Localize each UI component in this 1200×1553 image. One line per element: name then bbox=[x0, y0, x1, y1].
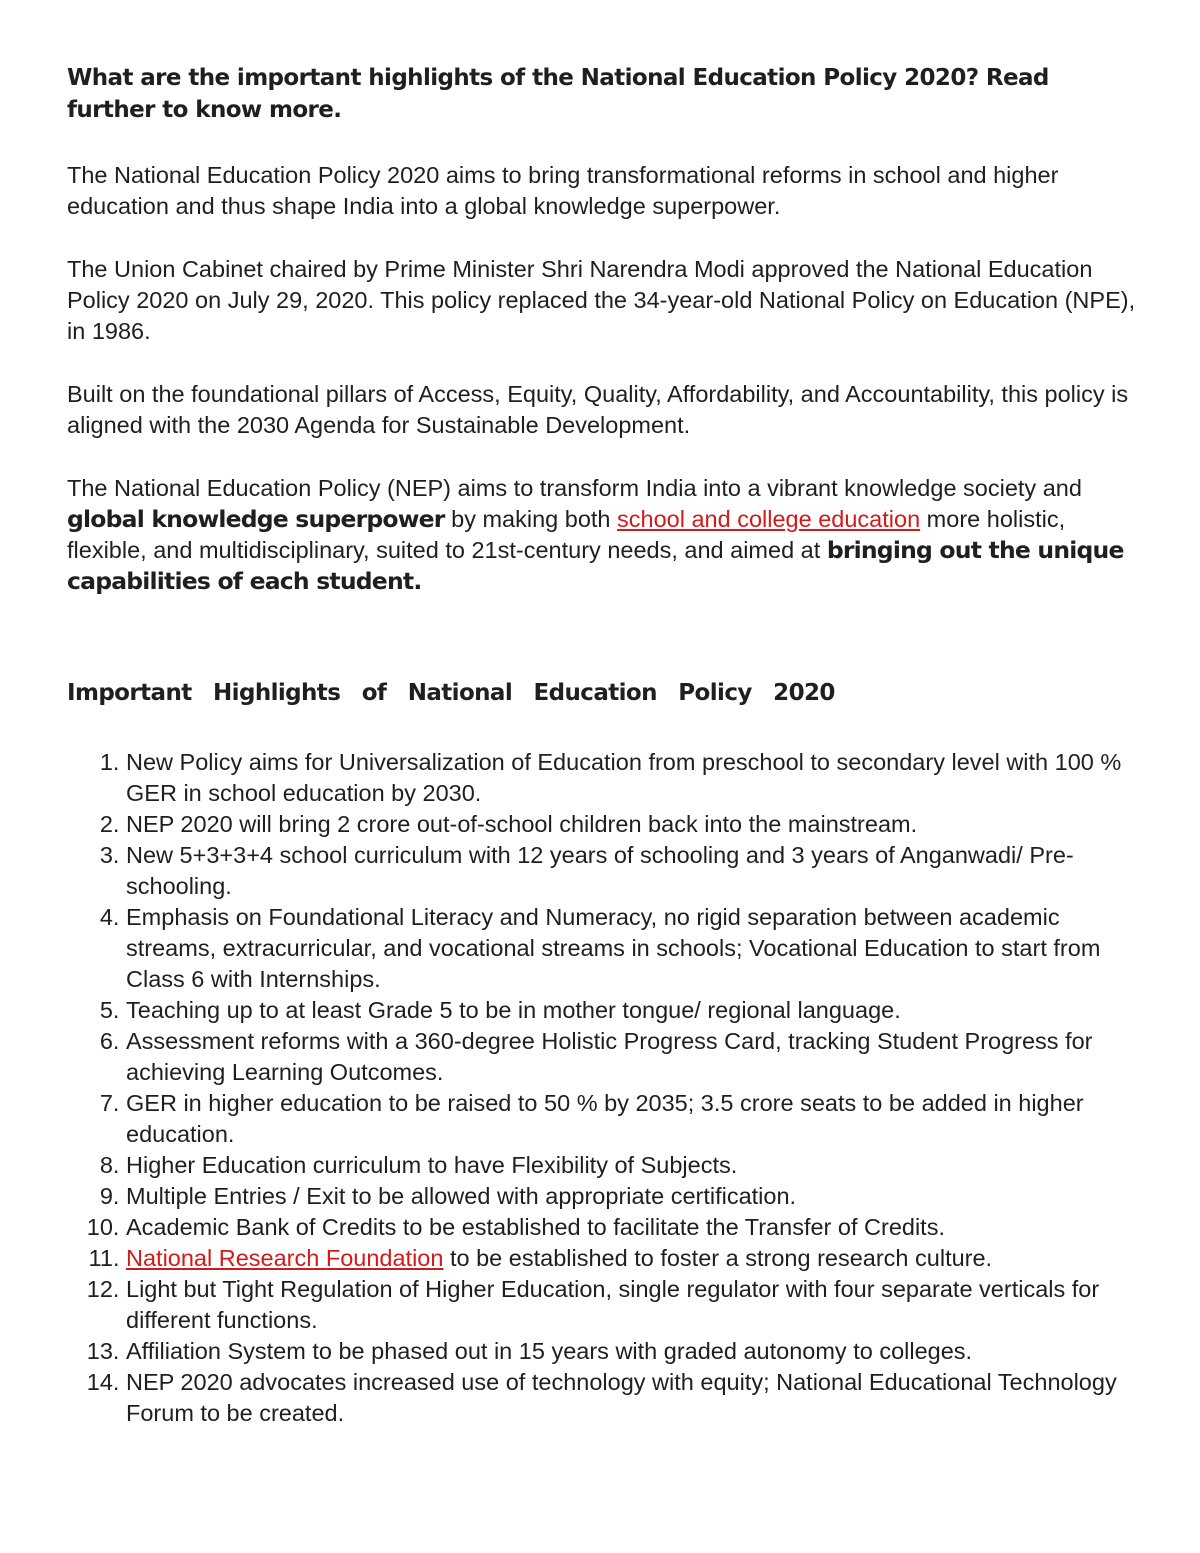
section-heading: Important Highlights of National Education Policy 2020 bbox=[67, 680, 835, 706]
list-item: 7. GER in higher education to be raised to 50 % by 2035; 3.5 crore seats to be added in higher education. bbox=[126, 1088, 1137, 1150]
highlights-list bbox=[67, 747, 1137, 1429]
paragraph-nep-aims bbox=[67, 473, 1137, 597]
list-item: 9. Multiple Entries / Exit to be allowed with appropriate certification. bbox=[126, 1181, 1137, 1212]
list-item: 6. Assessment reforms with a 360-degree Holistic Progress Card, tracking Student Progress for achieving Learning Outcomes. bbox=[126, 1026, 1137, 1088]
list-item: 8. Higher Education curriculum to have Flexibility of Subjects. bbox=[126, 1150, 1137, 1181]
nep-aims-text-3: more holistic, flexible, and multidisciplinary, suited to 21st-century needs, and aimed at bbox=[67, 506, 1066, 563]
nep-aims-text-2: by making both bbox=[444, 506, 618, 532]
list-item: 14. NEP 2020 advocates increased use of technology with equity; National Educational Technology Forum to be created. bbox=[126, 1367, 1137, 1429]
paragraph-pillars: Built on the foundational pillars of Access, Equity, Quality, Affordability, and Accountability, this policy is aligned with the 2030 Agenda for Sustainable Development. bbox=[67, 381, 1129, 438]
paragraph-cabinet-approval: The Union Cabinet chaired by Prime Minister Shri Narendra Modi approved the National Education Policy 2020 on July 29, 2020. This policy replaced the 34-year-old National Policy on Education (NPE), in 1986. bbox=[67, 256, 1136, 344]
school-college-education-link[interactable]: school and college education bbox=[617, 506, 921, 532]
national-research-foundation-link[interactable]: National Research Foundation bbox=[126, 1245, 444, 1271]
list-item-text: to be established to foster a strong research culture. bbox=[443, 1245, 993, 1271]
intro-heading: What are the important highlights of the National Education Policy 2020? Read further to know more. bbox=[67, 65, 1049, 123]
list-item: 5. Teaching up to at least Grade 5 to be in mother tongue/ regional language. bbox=[126, 995, 1137, 1026]
list-item: 4. Emphasis on Foundational Literacy and Numeracy, no rigid separation between academic streams, extracurricular, and vocational streams in schools; Vocational Education to start from Class 6 with Internships. bbox=[126, 902, 1137, 995]
paragraph-intro: The National Education Policy 2020 aims to bring transformational reforms in school and higher education and thus shape India into a global knowledge superpower. bbox=[67, 162, 1059, 219]
nep-aims-bold-superpower: global knowledge superpower bbox=[67, 505, 445, 533]
list-item: 1. New Policy aims for Universalization of Education from preschool to secondary level with 100 % GER in school education by 2030. bbox=[126, 747, 1137, 809]
list-item: 13. Affiliation System to be phased out in 15 years with graded autonomy to colleges. bbox=[126, 1336, 1137, 1367]
document-page bbox=[67, 62, 1137, 1429]
list-item bbox=[126, 1243, 1137, 1274]
list-item: 3. New 5+3+3+4 school curriculum with 12 years of schooling and 3 years of Anganwadi/ Pre-schooling. bbox=[126, 840, 1137, 902]
list-item: 2. NEP 2020 will bring 2 crore out-of-school children back into the mainstream. bbox=[126, 809, 1137, 840]
list-item: 12. Light but Tight Regulation of Higher Education, single regulator with four separate verticals for different functions. bbox=[126, 1274, 1137, 1336]
nep-aims-bold-capabilities: bringing out the unique capabilities of each student. bbox=[67, 536, 1124, 595]
list-item: 10. Academic Bank of Credits to be established to facilitate the Transfer of Credits. bbox=[126, 1212, 1137, 1243]
nep-aims-text-1: The National Education Policy (NEP) aims to transform India into a vibrant knowledge society and bbox=[67, 475, 1082, 501]
